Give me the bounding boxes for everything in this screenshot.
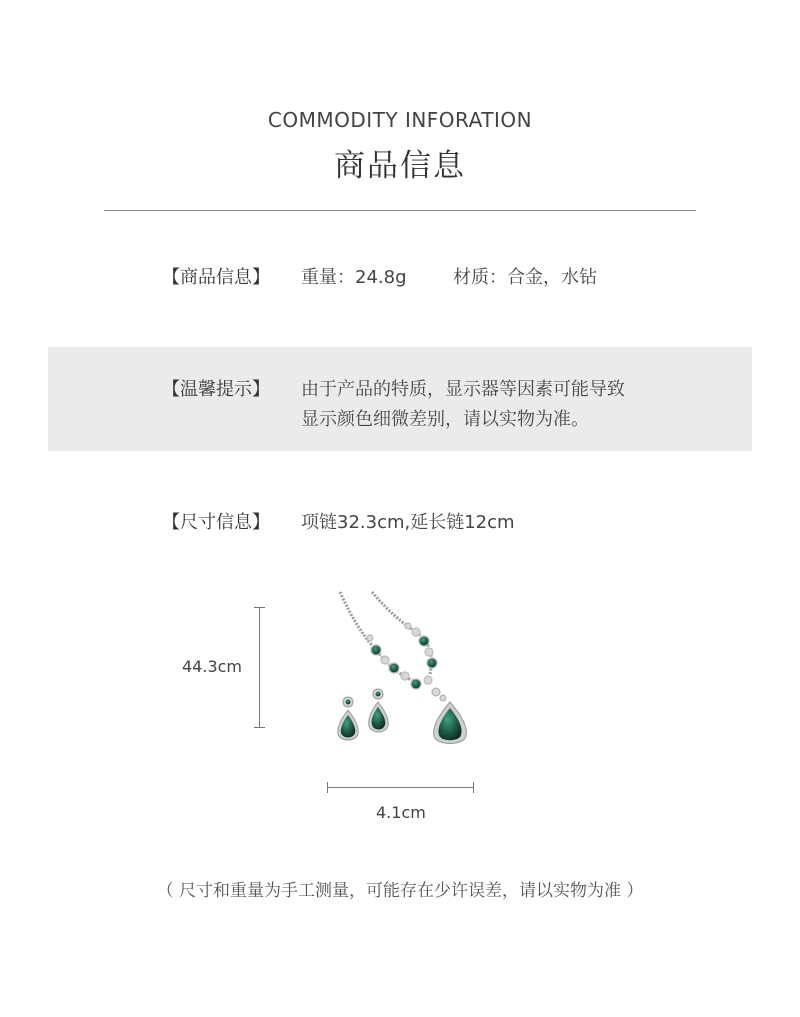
height-dimension-cap-top	[254, 607, 265, 608]
height-dimension-line	[259, 607, 260, 727]
title-chinese: 商品信息	[334, 148, 466, 184]
height-dimension-label: 44.3cm	[182, 657, 243, 676]
height-dimension-cap-bottom	[254, 727, 265, 728]
width-dimension-cap-right	[473, 782, 474, 793]
jewelry-set-image	[328, 588, 478, 750]
width-dimension-cap-left	[327, 782, 328, 793]
width-dimension-label: 4.1cm	[376, 803, 426, 822]
notice-label: 【温馨提示】	[162, 379, 270, 400]
notice-line-1: 由于产品的特质，显示器等因素可能导致	[301, 379, 625, 400]
notice-line-2: 显示颜色细微差别，请以实物为准。	[301, 409, 589, 430]
width-dimension-line	[327, 787, 473, 788]
title-english: COMMODITY INFORATION	[267, 108, 533, 132]
measurement-footnote: （ 尺寸和重量为手工测量，可能存在少许误差，请以实物为准 ）	[156, 881, 644, 901]
product-info-label: 【商品信息】	[162, 267, 270, 288]
material-value: 材质：合金，水钻	[453, 267, 597, 288]
size-info-value: 项链32.3cm,延长链12cm	[301, 512, 515, 533]
weight-value: 重量：24.8g	[301, 267, 407, 288]
header-divider	[104, 210, 696, 211]
size-info-label: 【尺寸信息】	[162, 512, 270, 533]
